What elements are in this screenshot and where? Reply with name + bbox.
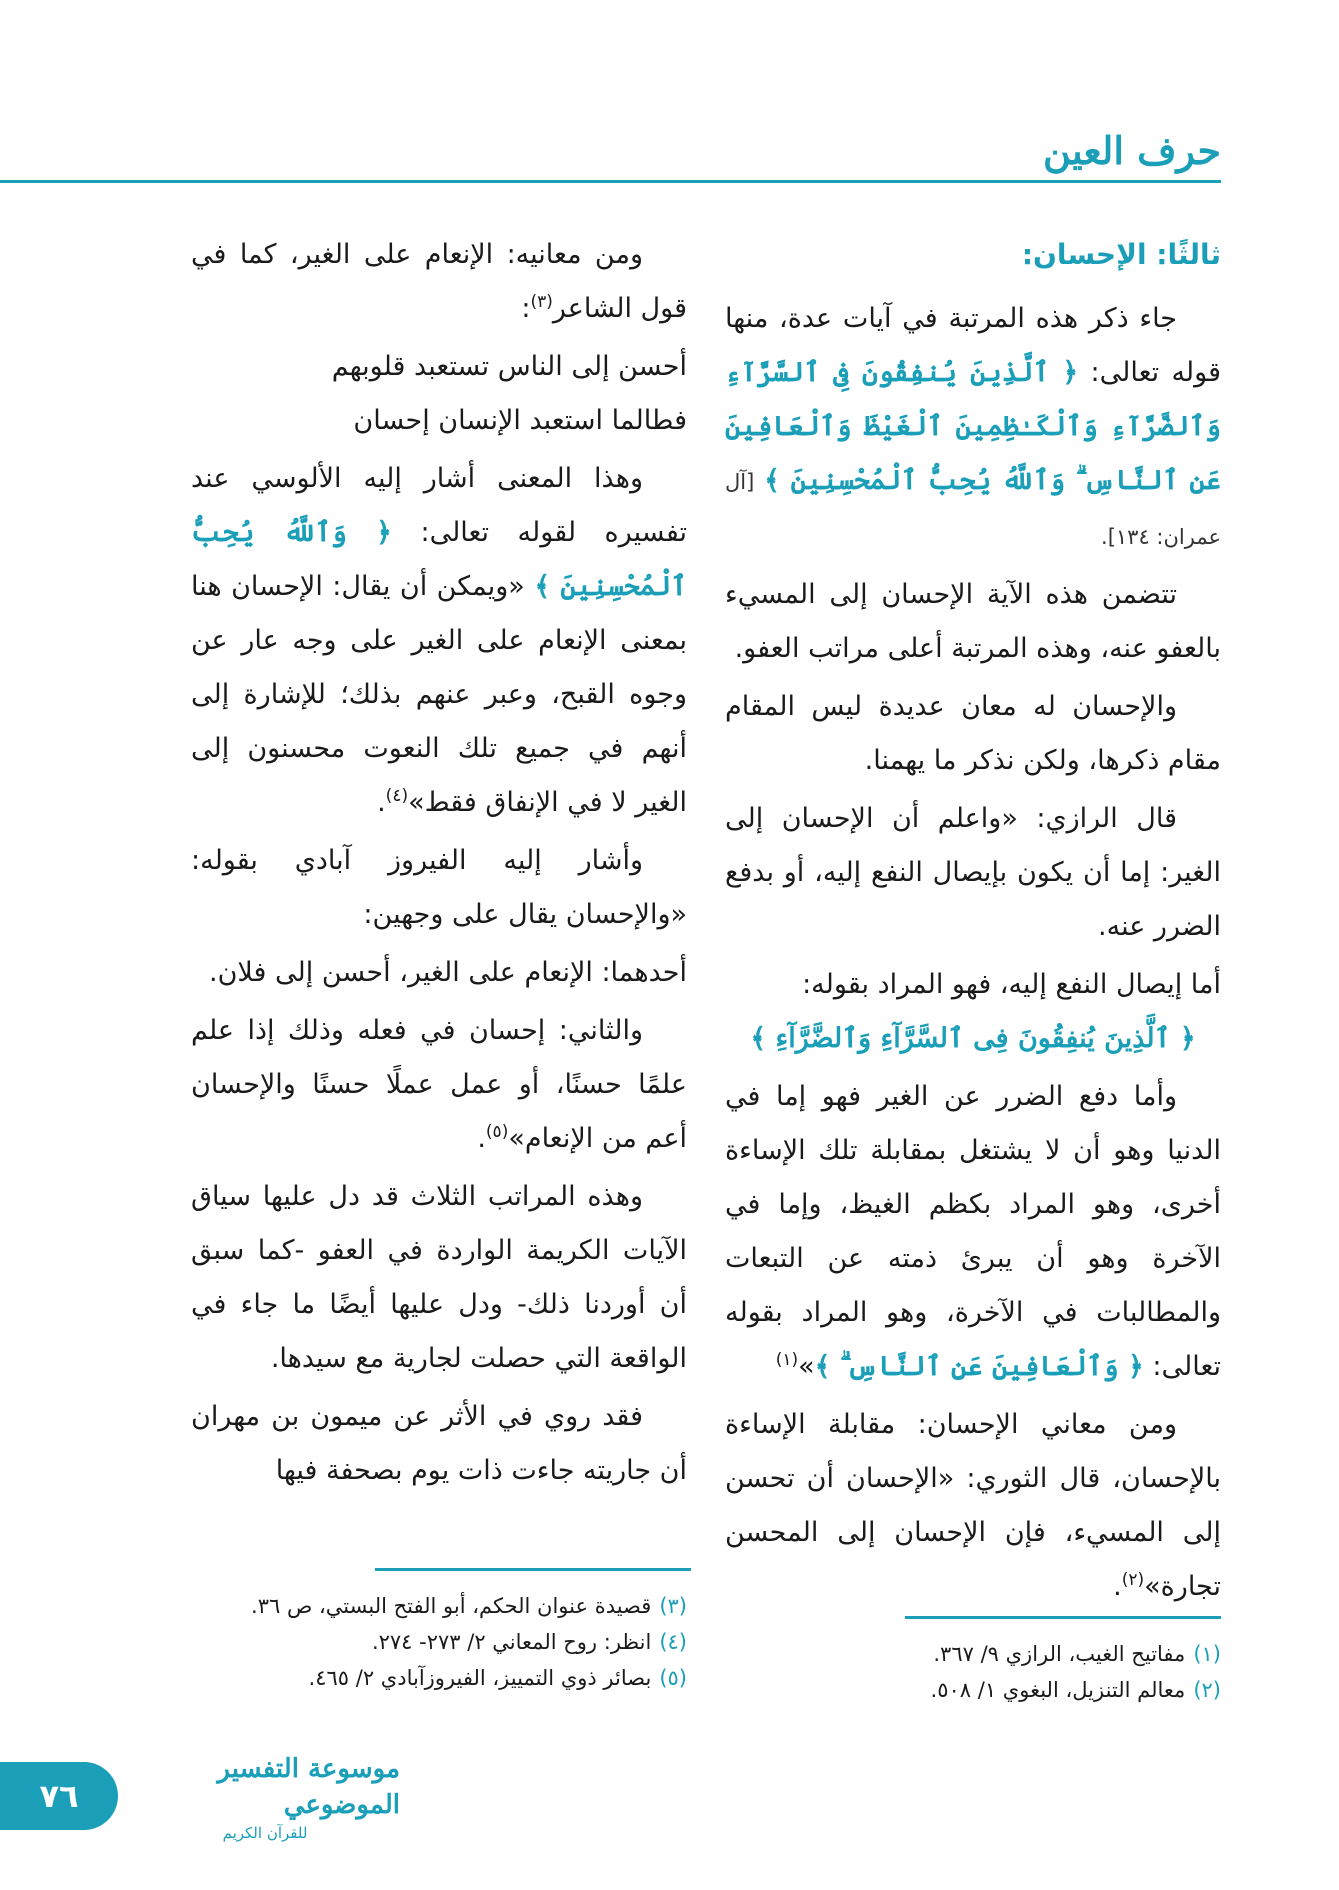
- quotation: «ويمكن أن يقال: الإحسان هنا بمعنى الإنعام على الغير على وجه عار عن وجوه القبح، وعبر عنهم بذلك؛ للإشارة إلى أنهم في جميع تلك النعوت محسنون إلى الغير لا في الإنفاق فقط»: [191, 571, 687, 818]
- footnote: [191, 1588, 687, 1624]
- paragraph: [725, 1070, 1221, 1394]
- page-number: ٧٦: [0, 1762, 118, 1830]
- left-column: [191, 228, 687, 1502]
- footnote-divider: [905, 1616, 1221, 1619]
- paragraph-text: أما إيصال النفع إليه، فهو المراد بقوله:: [802, 969, 1221, 1000]
- footnote: [725, 1636, 1221, 1672]
- punctuation: .: [377, 787, 386, 818]
- quran-verse: ﴿ ٱلَّذِينَ يُنفِقُونَ فِى ٱلسَّرَّآءِ وَٱلضَّرَّآءِ ﴾: [750, 1023, 1196, 1054]
- paragraph-text: ومن معانيه: الإنعام على الغير، كما في قول الشاعر: [191, 239, 687, 324]
- paragraph: وهذه المراتب الثلاث قد دل عليها سياق الآيات الكريمة الواردة في العفو -كما سبق أن أوردنا ذلك- ودل عليها أيضًا ما جاء في الواقعة التي حصلت لجارية مع سيدها.: [191, 1181, 687, 1374]
- footnotes-right: [725, 1636, 1221, 1708]
- footnote-number: (١): [1193, 1642, 1221, 1666]
- section-heading: ثالثًا: الإحسان:: [1021, 238, 1221, 271]
- paragraph: [191, 228, 687, 336]
- footnote-ref[interactable]: (١): [775, 1350, 799, 1370]
- verse-citation: [آل عمران: ١٣٤].: [725, 470, 1221, 549]
- footnote-number: (٣): [659, 1594, 687, 1618]
- paragraph: تتضمن هذه الآية الإحسان إلى المسيء بالعفو عنه، وهذه المرتبة أعلى مراتب العفو.: [725, 579, 1221, 664]
- paragraph: [191, 452, 687, 830]
- footnote-number: (٤): [659, 1630, 687, 1654]
- footnotes-left: [191, 1588, 687, 1696]
- footnote-text: معالم التنزيل، البغوي ١/ ٥٠٨.: [930, 1678, 1186, 1702]
- poem-line: فطالما استعبد الإنسان إحسان: [353, 405, 687, 436]
- punctuation: :: [521, 293, 531, 324]
- paragraph-text: وهذا المعنى أشار إليه الألوسي عند تفسيره لقوله تعالى:: [191, 463, 688, 548]
- poem: [191, 340, 687, 448]
- right-column: [725, 228, 1221, 1618]
- paragraph: [725, 292, 1221, 564]
- quote-close: »: [798, 1351, 815, 1382]
- paragraph: والإحسان له معان عديدة ليس المقام مقام ذكرها، ولكن نذكر ما يهمنا.: [725, 691, 1221, 776]
- paragraph-text: ومن معاني الإحسان: مقابلة الإساءة بالإحسان، قال الثوري: «الإحسان أن تحسن إلى المسيء، فإن الإحسان إلى المحسن تجارة»: [725, 1409, 1221, 1602]
- footnote-text: مفاتيح الغيب، الرازي ٩/ ٣٦٧.: [933, 1642, 1186, 1666]
- paragraph-text: والثاني: إحسان في فعله وذلك إذا علم علمًا حسنًا، أو عمل عملًا حسنًا والإحسان أعم من الإنعام»: [191, 1015, 687, 1154]
- footnote: [191, 1660, 687, 1696]
- footnote-text: انظر: روح المعاني ٢/ ٢٧٣- ٢٧٤.: [371, 1630, 652, 1654]
- footnote-ref[interactable]: (٢): [1121, 1570, 1145, 1590]
- footnote-number: (٥): [659, 1666, 687, 1690]
- paragraph: فقد روي في الأثر عن ميمون بن مهران أن جاريته جاءت ذات يوم بصحفة فيها: [191, 1401, 687, 1486]
- logo-subtitle: للقرآن الكريم: [222, 1824, 308, 1842]
- paragraph: [191, 1004, 687, 1166]
- footnote-text: قصيدة عنوان الحكم، أبو الفتح البستي، ص ٣٦.: [251, 1594, 652, 1618]
- quran-verse: ﴿ وَٱللَّهُ يُحِبُّ ٱلْمُحْسِنِينَ ﴾: [191, 517, 687, 602]
- paragraph: [725, 1398, 1221, 1614]
- footnote-ref[interactable]: (٤): [385, 786, 409, 806]
- chapter-title: حرف العين: [1043, 128, 1221, 173]
- paragraph: أحدهما: الإنعام على الغير، أحسن إلى فلان.: [209, 957, 687, 988]
- paragraph: [725, 958, 1221, 1066]
- footnote: [725, 1672, 1221, 1708]
- paragraph: قال الرازي: «واعلم أن الإحسان إلى الغير: إما أن يكون بإيصال النفع إليه، أو بدفع الضرر عنه.: [725, 803, 1221, 942]
- footnote-ref[interactable]: (٣): [530, 292, 553, 312]
- paragraph-text: وأما دفع الضرر عن الغير فهو إما في الدنيا وهو أن لا يشتغل بمقابلة تلك الإساءة أخرى، وهو المراد بكظم الغيظ، وإما في الآخرة وهو أن يبرئ ذمته عن التبعات والمطالبات في الآخرة، وهو المراد بقوله تعالى:: [725, 1081, 1221, 1382]
- paragraph-text: جاء ذكر هذه المرتبة في آيات عدة، منها قوله تعالى:: [725, 303, 1222, 388]
- encyclopedia-logo: [130, 1754, 400, 1842]
- quran-verse: ﴿ وَٱلْعَافِينَ عَنِ ٱلنَّاسِ ۗ ﴾: [814, 1351, 1144, 1382]
- quran-verse: ﴿ ٱلَّذِينَ يُنفِقُونَ فِى ٱلسَّرَّآءِ وَٱلضَّرَّآءِ وَٱلْكَـٰظِمِينَ ٱلْغَيْظَ وَٱلْعَافِينَ عَنِ ٱلنَّاسِ ۗ وَٱللَّهُ يُحِبُّ ٱلْمُحْسِنِينَ ﴾: [725, 357, 1221, 496]
- punctuation: .: [1113, 1571, 1122, 1602]
- header-divider: [0, 180, 1221, 183]
- footnote-number: (٢): [1193, 1678, 1221, 1702]
- poem-line: أحسن إلى الناس تستعبد قلوبهم: [331, 351, 687, 382]
- footnote: [191, 1624, 687, 1660]
- footnote-ref[interactable]: (٥): [485, 1122, 509, 1142]
- footnote-text: بصائر ذوي التمييز، الفيروزآبادي ٢/ ٤٦٥.: [308, 1666, 652, 1690]
- punctuation: .: [477, 1123, 486, 1154]
- logo-title: موسوعة التفسير الموضوعي: [217, 1754, 400, 1820]
- footnote-divider: [375, 1568, 691, 1571]
- paragraph: وأشار إليه الفيروز آبادي بقوله: «والإحسان يقال على وجهين:: [191, 845, 687, 930]
